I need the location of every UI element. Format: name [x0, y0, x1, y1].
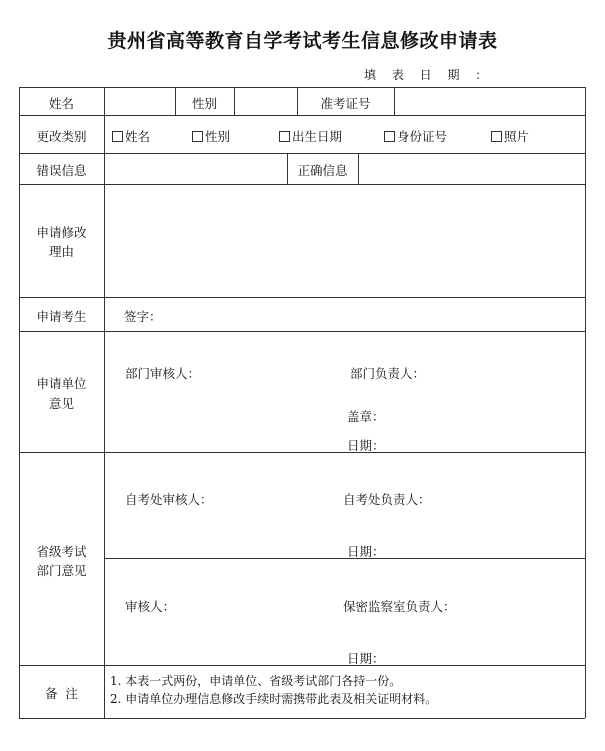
- province-label-line1: 省级考试: [36, 544, 87, 559]
- secrecy-head-label: 保密监察室负责人：: [343, 599, 456, 614]
- checkbox-box[interactable]: [112, 131, 123, 142]
- checkbox-name[interactable]: 姓名: [112, 127, 150, 145]
- gender-field[interactable]: [235, 88, 297, 115]
- unit-label-line1: 申请单位: [36, 376, 87, 391]
- wrong-info-field[interactable]: [105, 154, 287, 184]
- checkbox-gender[interactable]: 性别: [192, 127, 230, 145]
- checkbox-photo[interactable]: 照片: [491, 127, 529, 145]
- self-exam-reviewer-label: 自考处审核人：: [125, 492, 213, 507]
- province-label-line2: 部门意见: [36, 563, 87, 578]
- signature-field[interactable]: [160, 298, 585, 331]
- wrong-info-label: 错误信息: [36, 163, 87, 178]
- unit-head-label: 部门负责人：: [350, 366, 426, 381]
- province-date2-label: 日期：: [347, 651, 385, 666]
- correct-info-label: 正确信息: [297, 163, 348, 178]
- unit-label-line2: 意见: [48, 396, 74, 411]
- checkbox-birthdate[interactable]: 出生日期: [279, 127, 342, 145]
- province-date1-label: 日期：: [347, 544, 385, 559]
- remarks-line1: 1. 本表一式两份，申请单位、省级考试部门各持一份。: [110, 674, 402, 688]
- form-title: 贵州省高等教育自学考试考生信息修改申请表: [107, 30, 498, 52]
- remarks-label: 备 注: [45, 686, 78, 701]
- reason-field[interactable]: [105, 185, 585, 297]
- checkbox-box[interactable]: [279, 131, 290, 142]
- ticket-number-label: 准考证号: [320, 96, 371, 111]
- checkbox-box[interactable]: [491, 131, 502, 142]
- applicant-label: 申请考生: [36, 309, 87, 324]
- reason-label-line2: 理由: [48, 244, 74, 259]
- province-reviewer-label: 审核人：: [125, 599, 176, 614]
- name-label: 姓名: [48, 96, 74, 111]
- change-category-label: 更改类别: [36, 129, 87, 144]
- remarks-line2: 2. 申请单位办理信息修改手续时需携带此表及相关证明材料。: [110, 692, 438, 706]
- reason-label-line1: 申请修改: [36, 225, 87, 240]
- ticket-number-field[interactable]: [395, 88, 585, 115]
- gender-label: 性别: [191, 96, 217, 111]
- name-field[interactable]: [105, 88, 175, 115]
- correct-info-field[interactable]: [359, 154, 585, 184]
- checkbox-box[interactable]: [192, 131, 203, 142]
- self-exam-head-label: 自考处负责人：: [343, 492, 431, 507]
- unit-reviewer-label: 部门审核人：: [125, 366, 201, 381]
- signature-label: 签字：: [124, 309, 162, 324]
- fill-date-label: 填 表 日 期 ：: [364, 68, 494, 82]
- unit-date-label: 日期：: [347, 438, 385, 453]
- seal-label: 盖章：: [347, 409, 385, 424]
- checkbox-id-number[interactable]: 身份证号: [384, 127, 447, 145]
- checkbox-box[interactable]: [384, 131, 395, 142]
